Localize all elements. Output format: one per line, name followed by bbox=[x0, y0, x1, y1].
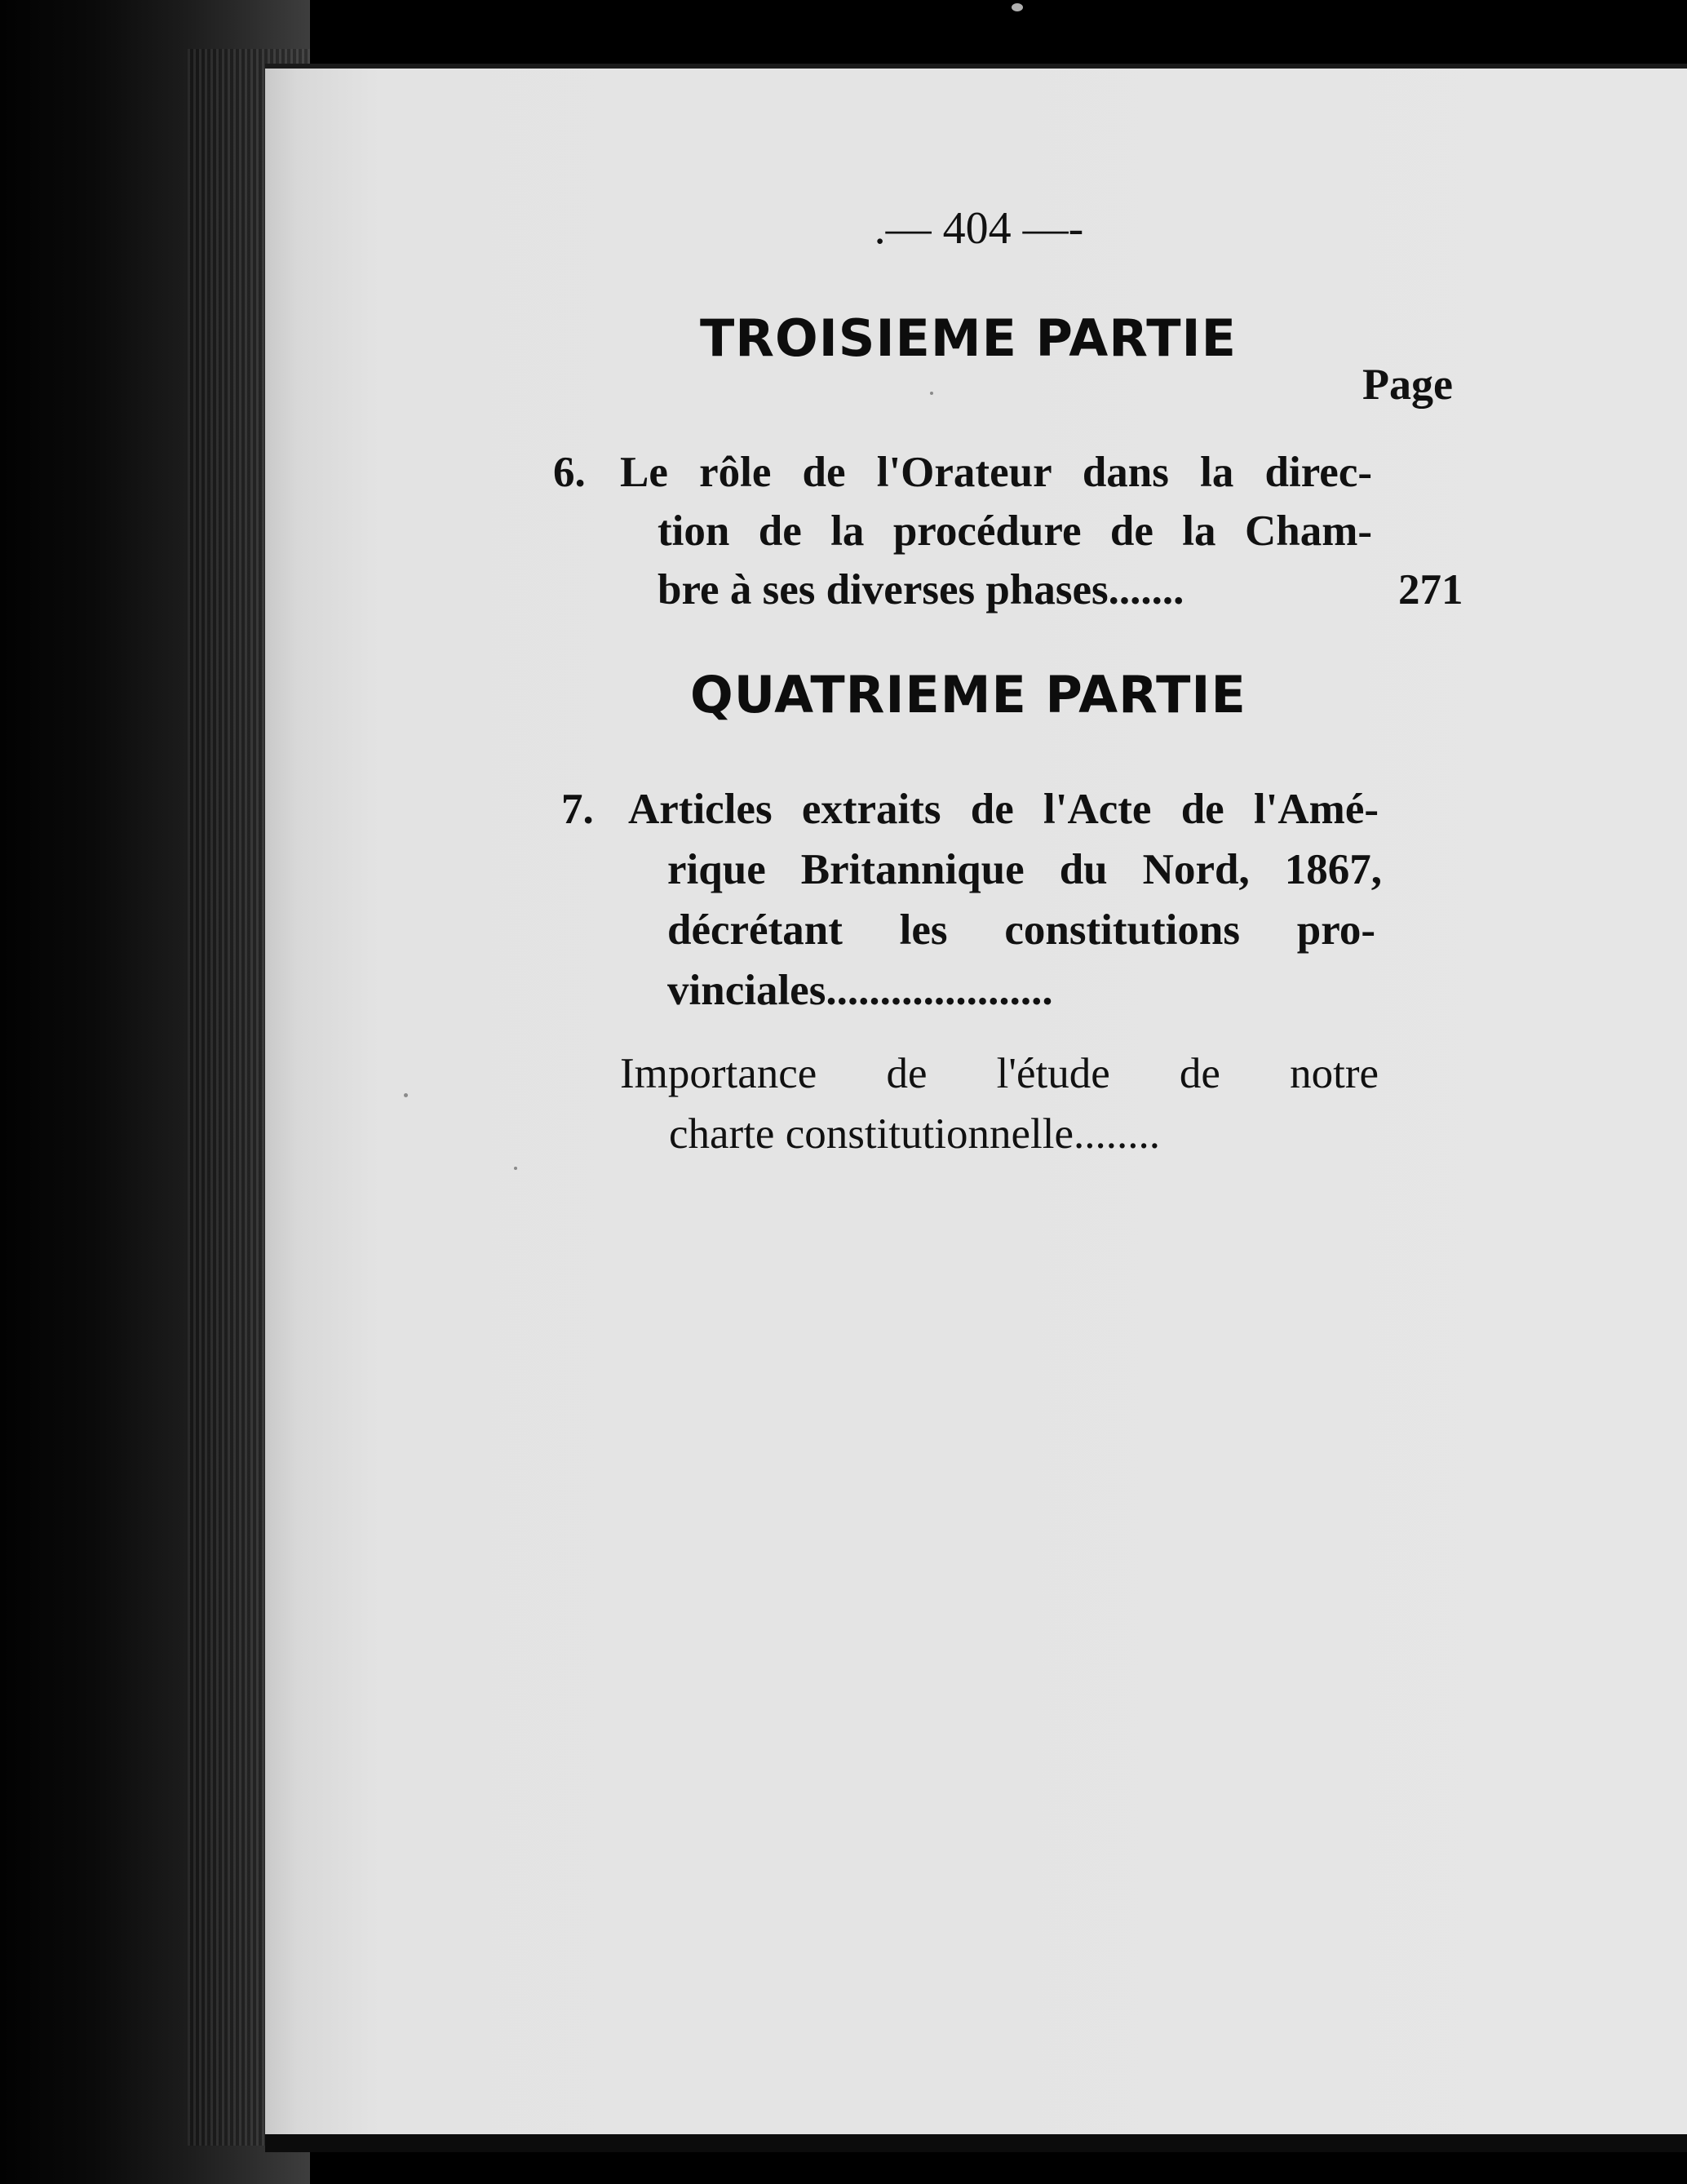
scan-speck bbox=[1012, 3, 1023, 11]
scan-speck bbox=[404, 1093, 408, 1097]
entry-line: tion de la procédure de la Cham- bbox=[658, 507, 1372, 555]
scan-speck bbox=[514, 1167, 517, 1170]
entry-line: vinciales..................... bbox=[667, 967, 1053, 1014]
entry-line: bre à ses diverses phases....... bbox=[658, 566, 1184, 614]
sub-entry-line: Importance de l'étude de notre bbox=[620, 1050, 1379, 1097]
entry-page-ref: 271 bbox=[1398, 566, 1463, 614]
scan-speck bbox=[930, 392, 933, 395]
section-heading-quatrieme: QUATRIEME PARTIE bbox=[690, 665, 1246, 724]
page-number: .— 404 —- bbox=[874, 203, 1084, 254]
entry-line: Le rôle de l'Orateur dans la direc- bbox=[620, 449, 1372, 496]
book-page bbox=[265, 64, 1687, 2152]
entry-number: 7. bbox=[561, 786, 594, 833]
page-column-label: Page bbox=[1362, 360, 1453, 409]
section-heading-troisieme: TROISIEME PARTIE bbox=[700, 308, 1237, 368]
entry-line: décrétant les constitutions pro- bbox=[667, 906, 1375, 954]
entry-line: rique Britannique du Nord, 1867, bbox=[667, 846, 1382, 893]
entry-number: 6. bbox=[553, 449, 586, 496]
entry-line: Articles extraits de l'Acte de l'Amé- bbox=[628, 786, 1379, 833]
sub-entry-line: charte constitutionnelle........ bbox=[669, 1110, 1160, 1158]
